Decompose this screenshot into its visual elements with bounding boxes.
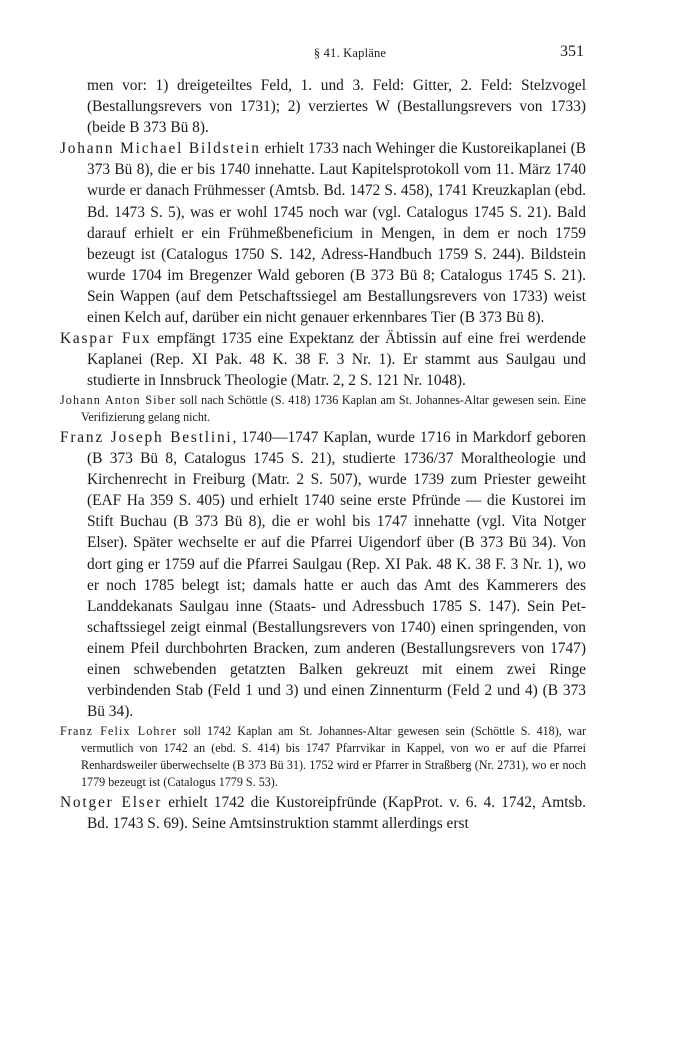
- section-title: § 41. Kapläne: [313, 46, 387, 60]
- entry-elser: [60, 792, 586, 834]
- page-body: [0, 75, 700, 834]
- person-name: Johann Michael Bildstein: [60, 140, 261, 158]
- entry-text: soll 1742 Kaplan am St. Johannes-Altar gewesen sein (Schöttle S. 418), war vermutlich von 1742 an (ebd. S. 414) bis 1747 Pfarrvikar in Kappel, von wo er auf die Pfarrei Renhardsweiler überwechselte (B 373 Bü 31). 1752 wird er Pfarrer in Straßberg (Nr. 2731), wo er noch 1779 bezeugt ist (Catalogus 1779 S. 53).: [81, 724, 586, 789]
- entry-text: soll nach Schöttle (S. 418) 1736 Kaplan am St. Johannes-Altar gewesen sein. Eine Verifizierung gelang nicht.: [81, 393, 587, 425]
- entry-bestlini: [60, 427, 586, 722]
- entry-text: empfängt 1735 eine Expektanz der Äbtissin auf eine frei werdende Kaplanei (Rep. XI Pak. 48 K. 38 F. 3 Nr. 1). Er stammt aus Saulgau und studierte in Innsbruck Theologie (Matr. 2, 2 S. 121 Nr. 1048).: [87, 330, 587, 390]
- person-name: Notger Elser: [60, 793, 163, 811]
- entry-text: men vor: 1) dreigeteiltes Feld, 1. und 3. Feld: Gitter, 2. Feld: Stelzvogel (Bestallungsrevers von 1731); 2) verziertes W (Bestallungsrevers von 1733) (beide B 373 Bü 8).: [87, 77, 586, 137]
- page-number: 351: [560, 43, 584, 60]
- entry-fux: [60, 328, 586, 391]
- entry-lohrer: [60, 723, 586, 790]
- person-name: Johann Anton Siber: [60, 393, 177, 408]
- entry-siber: [60, 392, 586, 426]
- person-name: Kaspar Fux: [60, 330, 152, 348]
- entry-text: erhielt 1742 die Kustoreipfründe (KapProt. v. 6. 4. 1742, Amtsb. Bd. 1743 S. 69). Seine Amtsinstruktion stammt allerdings erst: [87, 793, 587, 832]
- entry-bildstein: [60, 138, 586, 328]
- entry-text: erhielt 1733 nach Wehinger die Kustoreikaplanei (B 373 Bü 8), die er bis 1740 innehatte. Laut Kapitelsprotokoll vom 11. März 1740 wurde er danach Frühmesser (Amtsb. Bd. 1472 S. 458), 1741 Kreuzkaplan (ebd. Bd. 1473 S. 5), was er wohl 1745 noch war (vgl. Catalogus 1745 S. 21). Bald darauf erhielt er ein Frühmeßbeneficium in Mengen, in dem er noch 1759 bezeugt ist (Catalogus 1750 S. 142, Adress-Handbuch 1759 S. 244). Bildstein wurde 1704 im Bregenzer Wald geboren (B 373 Bü 8; Catalogus 1745 S. 21). Sein Wappen (auf dem Petschaftssiegel am Bestallungsrevers von 1733) weist einen Kelch auf, darüber ein nicht genauer erkennbares Tier (B 373 Bü 8).: [87, 140, 586, 327]
- entry-continuation: [60, 75, 586, 138]
- person-name: Franz Joseph Bestlini: [60, 429, 233, 446]
- running-head: [0, 43, 700, 65]
- person-name: Franz Felix Lohrer: [60, 724, 178, 739]
- entry-text: , 1740—1747 Kaplan, wurde 1716 in Markdorf geboren (B 373 Bü 8, Catalogus 1745 S. 21), studierte 1736/37 Moraltheologie und Kirchenrecht in Freiburg (Matr. 2 S. 507), wurde 1739 zum Priester geweiht (EAF Ha 359 S. 405) und erhielt 1740 seine erste Pfründe — die Kustorei im Stift Buchau (B 373 Bü 8), die er wohl bis 1747 innehatte (vgl. Vita Notger Elser). Später wechselte er auf die Pfarrei Uigendorf über (B 373 Bü 34). Von dort ging er 1759 auf die Pfarrei Saulgau (Rep. XI Pak. 48 K. 38 F. 3 Nr. 1), wo er noch 1785 belegt ist; damals hatte er auch das Amt des Kammerers des Landdekanats Saulgau inne (Staats- und Adressbuch 1785 S. 147). Sein Petschaftssiegel zeigt einmal (Bestallungsrevers von 1740) einen springenden, von einem Pfeil durchbohrten Bracken, zum anderen (Bestallungsrevers von 1747) einen schwebenden getatzten Balken gekreuzt mit einem zwei Ringe verbindenden Stab (Feld 1 und 3) und einen Zinnenturm (Feld 2 und 4) (B 373 Bü 34).: [87, 429, 586, 721]
